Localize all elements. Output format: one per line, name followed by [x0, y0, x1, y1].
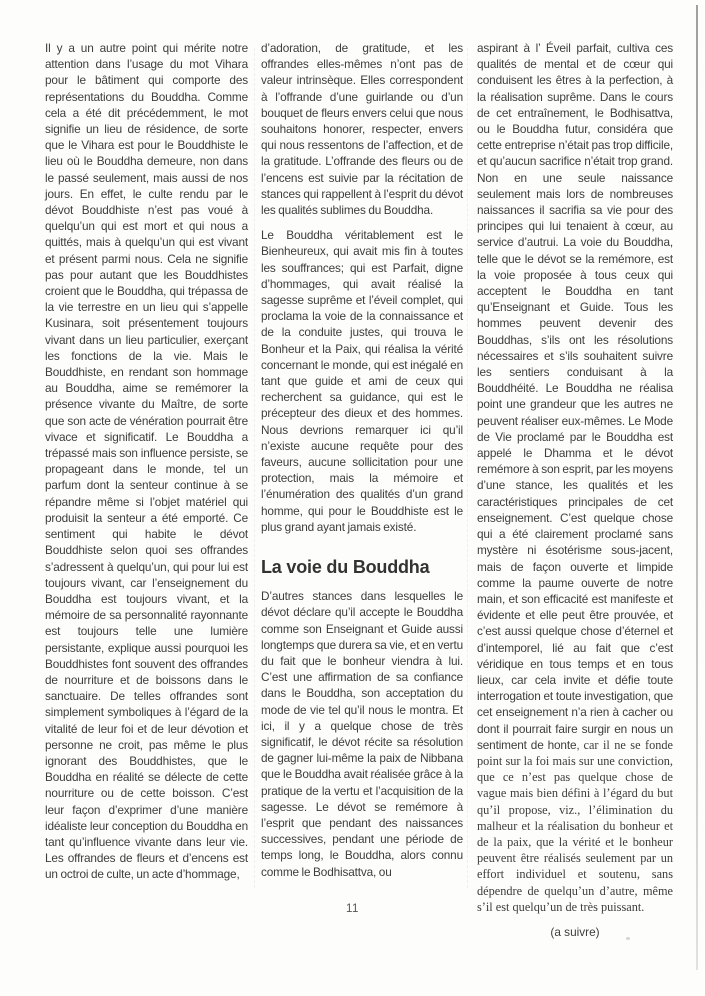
section-heading: La voie du Bouddha — [261, 557, 430, 578]
to-be-continued-note: (a suivre) — [550, 924, 600, 939]
body-paragraph: d’adoration, de gratitude, et les offrandes elles-mêmes n’ont pas de valeur intrinsèque. Elles correspondent à l’offrande d’une guirlande ou d’un bouquet de fleurs envers celui que nous souhaitons honorer, respecter, envers qui nous ressentons de l’affection, et de la gratitude. L’offrande des fleurs ou de l’encens est suivie par la récitation de stances qui rappellent à l’esprit du dévot les qualités sublimes du Bouddha. — [261, 41, 463, 218]
body-paragraph-mixed-fonts — [477, 40, 673, 915]
scan-speck — [626, 937, 630, 940]
page-number: 11 — [346, 903, 359, 915]
body-paragraph: D’autres stances dans lesquelles le dévot déclare qu’il accepte le Bouddha comme son Enseignant et Guide aussi longtemps que durera sa vie, et en vertu du fait que le bonheur viendra à lui. C’est une affirmation de sa confiance dans le Bouddha, son acceptation du mode de vie tel qu’il nous le montra. Et ici, il y a quelque chose de très significatif, le dévot récite sa résolution de gagner lui-même la paix de Nibbana que le Bouddha avait réalisée grâce à la pratique de la vertu et l’acquisition de la sagesse. Le dévot se remémore à l’esprit que pendant des naissances successives, pendant une période de temps long, le Bouddha, alors connu comme le Bodhisattva, ou — [261, 589, 463, 879]
text-column-3 — [477, 40, 673, 949]
text-column-2 — [261, 40, 463, 889]
scan-fold-artifact — [254, 48, 255, 888]
serif-segment: car il ne se fonde point sur la foi mais sur une conviction, que ce n’est pas quelque chose de vague mais bien défini à l’égard du but qu’il propose, viz., l’élimination du malheur et la réalisation du bonheur et de la paix, que la vérité et le bonheur peuvent être réalisés seulement par un effort individuel et soutenu, sans dépendre de quelqu’un d’autre, même s’il est quelqu’un de très puissant. — [477, 737, 673, 914]
body-paragraph: Il y a un autre point qui mérite notre attention dans l’usage du mot Vihara pour le bâtiment qui comporte des représentations du Bouddha. Comme cela a été dit précédemment, le mot signifie un lieu de résidence, de sorte que le Vihara est pour le Bouddhiste le lieu où le Bouddha demeure, non dans le passé seulement, mais aussi de nos jours. En effet, le culte rendu par le dévot Bouddhiste n’est pas voué à quelqu’un qui est mort et qui nous a quittés, mais à quelqu’un qui est vivant et présent parmi nous. Cela ne signifie pas pour autant que les Bouddhistes croient que le Bouddha, qui trépassa de la vie terrestre en un lieu qui s’appelle Kusinara, soit présentement toujours vivant dans un lieu particulier, exerçant les fonctions de la vie. Mais le Bouddhiste, en rendant son hommage au Bouddha, aime se remémorer la présence vivante du Maître, de sorte que son acte de vénération pourrait être vivace et significatif. Le Bouddha a trépassé mais son influence persiste, se propageant dans le monde, tel un parfum dont la senteur continue à se répandre même si l’objet matériel qui produisit la senteur a été emporté. Ce sentiment qui habite le dévot Bouddhiste selon quoi ses offrandes s’adressent à quelqu’un, qui pour lui est toujours vivant, car l’enseignement du Bouddha est toujours vivant, et la mémoire de sa personnalité rayonnante est toujours telle une lumière persistante, explique aussi pourquoi les Bouddhistes font souvent des offrandes de nourriture et de boissons dans le sanctuaire. De telles offrandes sont simplement symboliques à l’égard de la vitalité de leur foi et de leur dévotion et personne ne croit, pas même le plus ignorant des Bouddhistes, que le Bouddha en réalité se délecte de cette nourriture ou de cette boisson. C’est leur façon d’exprimer d’une manière idéaliste leur conception du Bouddha en tant qu’influence vivante dans leur vie. Les offrandes de fleurs et d’encens est un octroi de culte, un acte d’hommage, — [45, 41, 248, 882]
scan-edge-line — [696, 5, 698, 970]
body-paragraph: Le Bouddha véritablement est le Bienheureux, qui avait mis fin à toutes les souffrances; qui est Parfait, digne d’hommages, qui avait réalisé la sagesse suprême et l’éveil complet, qui proclama la voie de la connaissance et de la conduite justes, qui trouva le Bonheur et la Paix, qui réalisa la vérité concernant le monde, qui est inégalé en tant que guide et ami de ceux qui recherchent sa guidance, qui est le précepteur des dieux et des hommes. Nous devrions remarquer ici qu’il n’existe aucune requête pour des faveurs, aucune sollicitation pour une protection, mais la mémoire et l’énumération des qualités d’un grand homme, qui pour le Bouddhiste est le plus grand ayant jamais existé. — [261, 228, 463, 534]
text-column-1 — [45, 40, 248, 892]
sans-serif-segment: aspirant à l’ Éveil parfait, cultiva ces qualités de mental et de cœur qui conduisent les êtres à la perfection, à la réalisation suprême. Dans le cours de cet entraînement, le Bodhisattva, ou le Bouddha futur, considéra que cette entreprise n’était pas trop difficile, et qu’aucun sacrifice n’était trop grand. Non en une seule naissance seulement mais lors de nombreuses naissances il sacrifia sa vie pour des principes qui lui tenaient à cœur, au service d’autrui. La voie du Bouddha, telle que le dévot se la remémore, est la voie proposée à tous ceux qui acceptent le Bouddha en tant qu’Enseignant et Guide. Tous les hommes peuvent devenir des Bouddhas, s’ils ont les résolutions nécessaires et s’ils souhaitent suivre les sentiers conduisant à la Bouddhéité. Le Bouddha ne réalisa point une grandeur que les autres ne peuvent réaliser eux-mêmes. Le Mode de Vie proclamé par le Bouddha est appelé le Dhamma et le dévot remémore à son esprit, par les moyens d’une stance, les qualités et les caractéristiques principales de cet enseignement. C’est quelque chose qui a été clairement proclamé sans mystère ni ésotérisme sous-jacent, mais de façon ouverte et limpide comme la paume ouverte de notre main, et son efficacité est manifeste et évidente et elle peut être prouvée, et c’est aussi quelque chose d’éternel et d’intemporel, lié au fait que c’est véridique en tous temps et en tous lieux, car cela invite et défie toute interrogation et toute investigation, que cet enseignement n’a rien à cacher ou dont il pourrait faire surgir en nous un sentiment de honte, — [477, 41, 674, 752]
scan-fold-artifact — [467, 48, 468, 888]
